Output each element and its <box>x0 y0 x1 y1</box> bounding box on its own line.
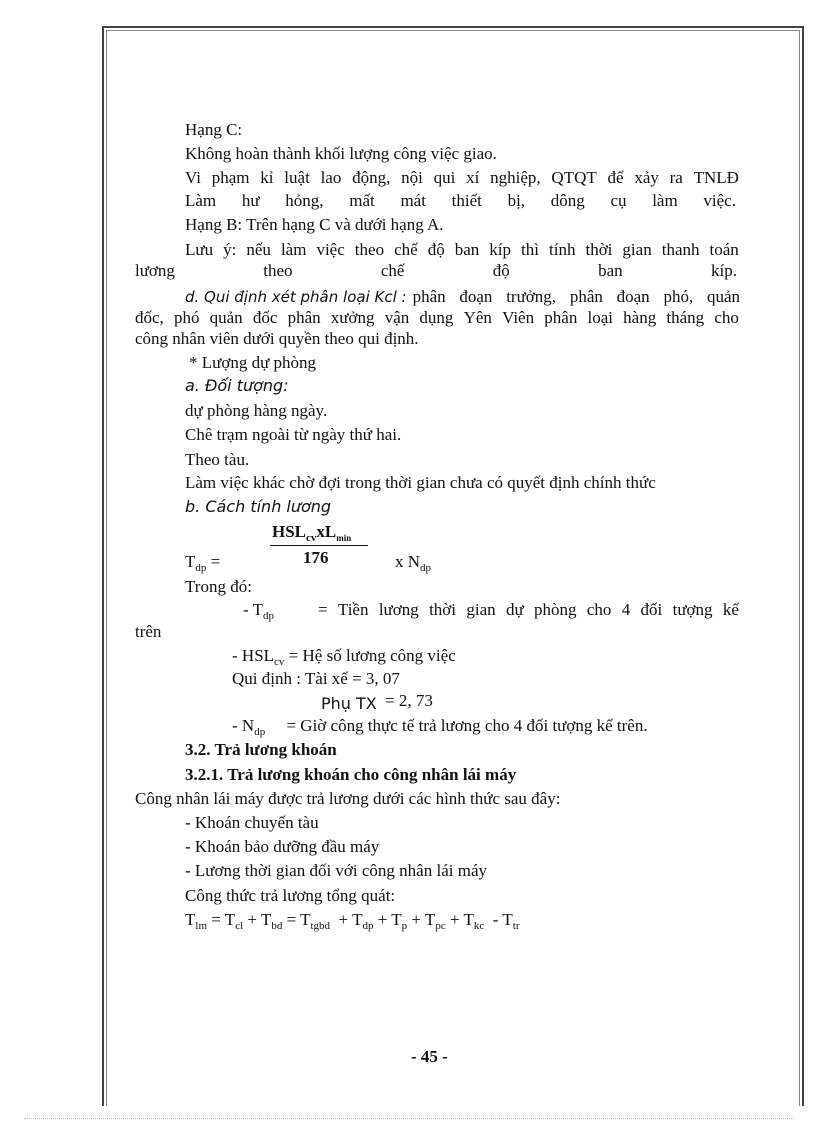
formula-term: - T <box>484 910 513 929</box>
word: ban <box>598 261 623 280</box>
formula-term: + T <box>243 910 272 929</box>
formula-subscript: pc <box>435 920 446 932</box>
word: kíp <box>489 240 512 259</box>
times-ndp: x $N_{dp}$ <box>395 552 432 574</box>
word: gian <box>622 240 652 259</box>
word: kíp. <box>711 261 737 280</box>
fraction-bar <box>270 545 368 546</box>
rank-c-heading: Hạng C: <box>185 120 243 139</box>
text-line: trên <box>135 622 162 641</box>
kcl-rule-italic: d. Qui định xét phân loại Kcl : <box>185 288 407 306</box>
word: lao <box>320 168 342 187</box>
word: loại <box>587 308 613 327</box>
word: Vi <box>185 168 201 187</box>
word: phó, <box>663 287 694 306</box>
word: tháng <box>666 308 705 327</box>
word: đối <box>640 600 663 619</box>
fraction-numerator: $HSL_{cv}xL_{min}$ <box>272 522 352 544</box>
word: lương <box>378 600 419 619</box>
formula-term: + T <box>407 910 436 929</box>
word: Làm <box>185 191 217 210</box>
word: dông <box>550 191 585 210</box>
text-line: Công nhân lái máy được trả lương dưới các hình thức sau đây: <box>135 789 561 808</box>
list-item: - Lương thời gian đối với công nhân lái máy <box>185 861 487 880</box>
justified-line <box>135 308 739 328</box>
word: ban <box>454 240 480 259</box>
assistant-coefficient: = 2, 73 <box>385 691 433 710</box>
def-tdp-label: - $T_{dp}$ <box>243 600 274 622</box>
word: đốc, <box>135 308 164 327</box>
kcl-rule-line <box>185 287 740 307</box>
word: động, <box>352 168 391 187</box>
word: xưởng <box>330 308 375 327</box>
word: chế <box>380 261 405 280</box>
formula-subscript: tgbd <box>310 920 331 932</box>
word: việc. <box>703 191 736 210</box>
word: mất <box>349 191 375 210</box>
formula-subscript: dp <box>362 920 374 932</box>
word: ý: <box>223 240 237 259</box>
formula-subscript: lm <box>195 920 208 932</box>
word: Tiền <box>337 600 369 619</box>
def-tdp-text <box>318 600 739 620</box>
word: QTQT <box>551 168 597 187</box>
word: cho <box>586 600 612 619</box>
word: độ <box>492 261 510 280</box>
justified-line <box>185 168 739 188</box>
text-line: Chê trạm ngoài từ ngày thứ hai. <box>185 425 402 444</box>
word: cụ <box>610 191 627 210</box>
word: luật <box>284 168 310 187</box>
word: đoạn <box>616 287 650 306</box>
fraction-denominator: 176 <box>303 548 329 567</box>
word: phân <box>412 287 446 306</box>
def-hsl: - $HSL_{cv}$ = Hệ số lương công việc <box>232 646 456 668</box>
formula-subscript: tr <box>512 920 520 932</box>
footer-dotted-line <box>24 1118 794 1119</box>
formula-term: T <box>185 910 196 929</box>
word: toán <box>709 240 739 259</box>
formula-subscript: kc <box>473 920 485 932</box>
word: theo <box>354 240 385 259</box>
justified-line <box>135 261 737 281</box>
tdp-label: $T_{dp}$ = <box>185 552 221 574</box>
word: hư <box>241 191 260 210</box>
list-item: - Khoán bảo dưỡng đầu máy <box>185 837 380 856</box>
word: đốc <box>252 308 278 327</box>
word: phạm <box>211 168 250 187</box>
word: phó <box>173 308 200 327</box>
word: trưởng, <box>506 287 557 306</box>
calc-heading: b. Cách tính lương <box>185 497 332 516</box>
word: hỏng, <box>285 191 324 210</box>
formula-term: = T <box>282 910 311 929</box>
word: đoạn <box>459 287 493 306</box>
word: làm <box>280 240 307 259</box>
word: mát <box>400 191 426 210</box>
section-3-2-1-heading: 3.2.1. Trả lương khoán cho công nhân lái máy <box>185 765 517 784</box>
word: tượng <box>672 600 713 619</box>
word: gian <box>466 600 496 619</box>
word: thiết <box>451 191 482 210</box>
word: làm <box>652 191 678 210</box>
word: lương <box>135 261 175 280</box>
rank-b-line: Hạng B: Trên hạng C và dưới hạng A. <box>185 215 444 234</box>
text-line: Trong đó: <box>185 577 252 596</box>
word: bị, <box>507 191 526 210</box>
word: phân <box>287 308 321 327</box>
word: vận <box>384 308 410 327</box>
word: chế <box>394 240 418 259</box>
word: kể <box>722 600 739 619</box>
word: nghiệp, <box>490 168 541 187</box>
word: Lưu <box>185 240 214 259</box>
word: ra <box>669 168 683 187</box>
word: phòng <box>534 600 577 619</box>
word: 4 <box>621 600 631 619</box>
subject-heading: a. Đối tượng: <box>185 376 289 395</box>
word: dụng <box>419 308 454 327</box>
word: thời <box>585 240 613 259</box>
word: tính <box>549 240 576 259</box>
formula-subscript: cl <box>235 920 244 932</box>
word: Viên <box>502 308 535 327</box>
word: thì <box>521 240 539 259</box>
word: dự <box>505 600 524 619</box>
page-number: - 45 - <box>411 1047 448 1066</box>
word: quản <box>209 308 243 327</box>
assistant-label: Phụ TX <box>321 694 377 713</box>
word: theo <box>263 261 293 280</box>
word: việc <box>316 240 345 259</box>
word: xảy <box>634 168 659 187</box>
reserve-salary-heading: * Lượng dự phòng <box>189 353 317 372</box>
word: để <box>607 168 624 187</box>
word: phân <box>569 287 603 306</box>
word: xí <box>466 168 480 187</box>
text-line: dự phòng hàng ngày. <box>185 401 328 420</box>
word: thời <box>429 600 457 619</box>
word: quản <box>706 287 740 306</box>
kcl-rule-text <box>413 287 740 307</box>
word: phân <box>544 308 578 327</box>
justified-line <box>185 240 739 260</box>
word: thanh <box>661 240 700 259</box>
formula-subscript: bd <box>271 920 283 932</box>
word: cho <box>714 308 739 327</box>
formula-term: = T <box>207 910 236 929</box>
word: qui <box>433 168 456 187</box>
word: nếu <box>246 240 271 259</box>
text-line: Không hoàn thành khối lượng công việc giao. <box>185 144 497 163</box>
def-ndp: - $N_{dp}$ = Giờ công thực tế trả lương cho 4 đối tượng kể trên. <box>232 716 648 738</box>
list-item: - Khoán chuyến tàu <box>185 813 319 832</box>
word: kỉ <box>260 168 274 187</box>
text-line: Làm việc khác chờ đợi trong thời gian chưa có quyết định chính thức <box>185 473 656 492</box>
driver-coefficient: Qui định : Tài xế = 3, 07 <box>232 669 400 688</box>
formula-term: + T <box>373 910 402 929</box>
formula-term: + T <box>445 910 474 929</box>
word: nội <box>401 168 423 187</box>
section-3-2-heading: 3.2. Trả lương khoán <box>185 740 337 759</box>
text-line: Theo tàu. <box>185 450 250 469</box>
word: TNLĐ <box>693 168 739 187</box>
word: Yên <box>463 308 492 327</box>
text-line: công nhân viên dưới quyền theo qui định. <box>135 329 419 348</box>
word: độ <box>427 240 445 259</box>
text-line: Công thức trả lương tổng quát: <box>185 886 396 905</box>
formula-subscript: p <box>401 920 408 932</box>
word: hàng <box>623 308 657 327</box>
justified-line <box>185 191 736 211</box>
word: = <box>318 600 328 619</box>
formula-term: + T <box>330 910 363 929</box>
general-salary-formula <box>185 910 520 930</box>
